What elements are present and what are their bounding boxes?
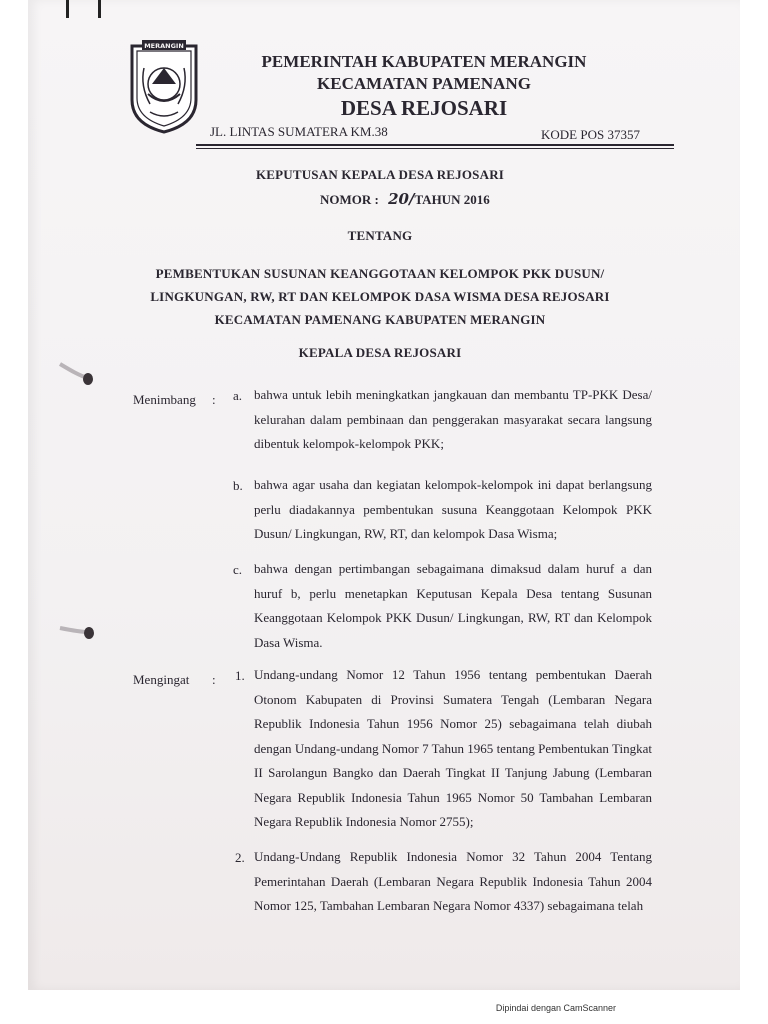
menimbang-colon: : — [212, 392, 216, 407]
scan-edge-mark — [98, 0, 101, 18]
decree-number — [320, 190, 490, 208]
mengingat-item-2: Undang-Undang Republik Indonesia Nomor 32 Tahun 2004 Tentang Pemerintahan Daerah (Lembaran Negara Republik Indonesia Tahun 2004 Nomor 125, Tambahan Lembaran Negara Nomor 4337) sebagaimana telah — [254, 849, 652, 913]
emblem-text: MERANGIN — [144, 42, 184, 50]
header-government: PEMERINTAH KABUPATEN MERANGIN — [261, 52, 587, 71]
mengingat-colon: : — [212, 672, 216, 687]
binder-hole-icon — [58, 620, 98, 646]
menimbang-label: Menimbang — [133, 392, 196, 407]
header-divider-thin — [196, 148, 674, 149]
issuer-heading: KEPALA DESA REJOSARI — [298, 345, 462, 360]
item-marker: 2. — [235, 850, 245, 865]
scanner-watermark: Dipindai dengan CamScanner — [495, 1003, 616, 1013]
header-address: JL. LINTAS SUMATERA KM.38 — [210, 124, 388, 139]
menimbang-item-c: bahwa dengan pertimbangan sebagaimana dimaksud dalam huruf a dan huruf b, perlu menetapkan Keputusan Kepala Desa tentang Susunan Keanggotaan Kelompok PKK Dusun/ Lingkungan, RW, RT dan Kelompok Dasa Wisma. — [254, 561, 652, 650]
number-year: TAHUN 2016 — [414, 192, 490, 207]
header-district: KECAMATAN PAMENANG — [317, 74, 531, 93]
item-marker: a. — [233, 388, 243, 403]
item-marker: c. — [233, 562, 243, 577]
header-divider — [196, 144, 674, 146]
binder-hole-icon — [58, 362, 98, 388]
number-label: NOMOR : — [320, 192, 379, 207]
tentang-heading: TENTANG — [347, 228, 413, 243]
item-marker: 1. — [235, 668, 245, 683]
header-village: DESA REJOSARI — [340, 96, 508, 120]
subject-line: LINGKUNGAN, RW, RT DAN KELOMPOK DASA WISMA DESA REJOSARI — [150, 289, 610, 304]
subject-line: PEMBENTUKAN SUSUNAN KEANGGOTAAN KELOMPOK PKK DUSUN/ — [155, 266, 605, 281]
regency-emblem-icon — [128, 38, 200, 134]
header-postal-code: KODE POS 37357 — [541, 127, 640, 142]
decree-title: KEPUTUSAN KEPALA DESA REJOSARI — [255, 167, 505, 182]
mengingat-label: Mengingat — [133, 672, 190, 687]
scan-edge-mark — [66, 0, 69, 18]
item-marker: b. — [233, 478, 243, 493]
number-handwritten: 20/ — [388, 190, 415, 208]
mengingat-item-1: Undang-undang Nomor 12 Tahun 1956 tentang pembentukan Daerah Otonom Kabupaten di Provinsi Sumatera Tengah (Lembaran Negara Republik Indonesia Tahun 1956 Nomor 25) sebagaimana telah diubah dengan Undang-undang Nomor 7 Tahun 1965 tentang Pembentukan Tingkat II Sarolangun Bangko dan Daerah Tingkat II Tanjung Jabung (Lembaran Negara Republik Indonesia Tahun 1965 Nomor 50 Tambahan Lembaran Negara Republik Indonesia Nomor 2755); — [254, 667, 652, 829]
subject-line: KECAMATAN PAMENANG KABUPATEN MERANGIN — [214, 312, 546, 327]
menimbang-item-b: bahwa agar usaha dan kegiatan kelompok-kelompok ini dapat berlangsung perlu diadakannya pembentukan susuna Keanggotaan Kelompok PKK Dusun/ Lingkungan, RW, RT, dan kelompok Dasa Wisma; — [254, 477, 652, 541]
menimbang-item-a: bahwa untuk lebih meningkatkan jangkauan dan membantu TP-PKK Desa/ kelurahan dalam pembinaan dan penggerakan masyarakat secara langsung dibentuk kelompok-kelompok PKK; — [254, 387, 652, 451]
